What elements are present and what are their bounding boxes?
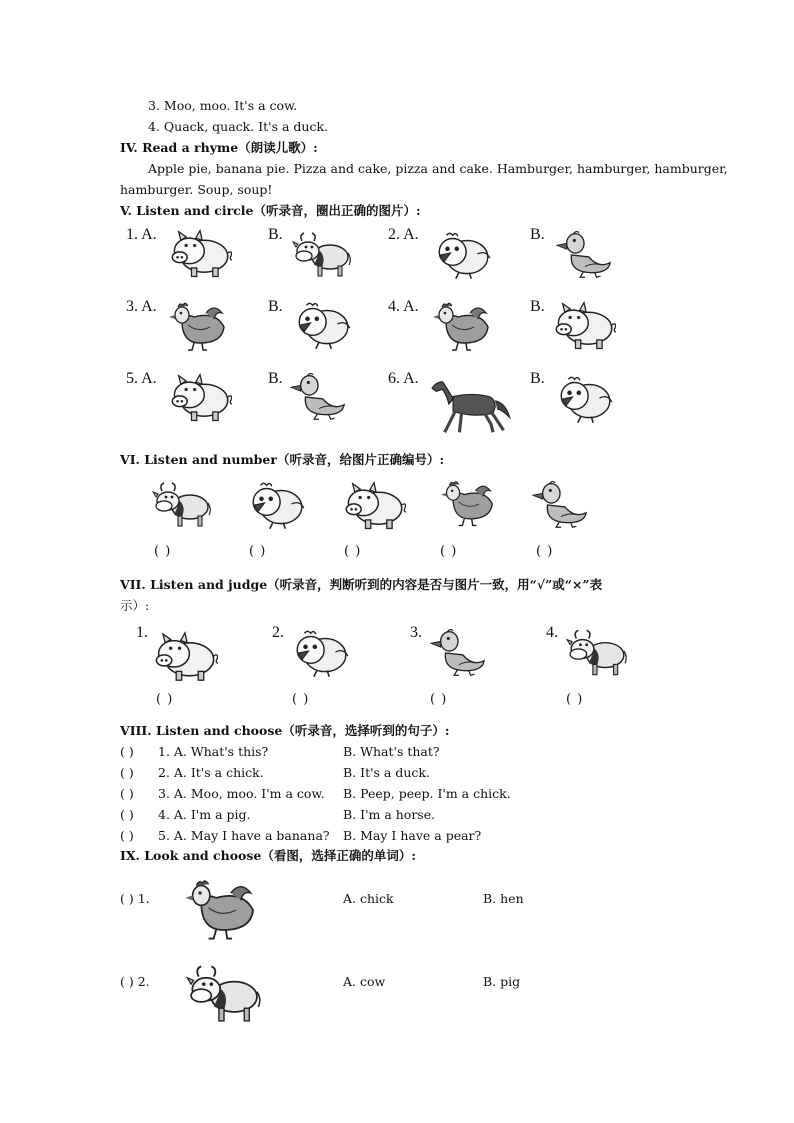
option-b: B. May I have a pear? <box>343 828 482 843</box>
duck-image <box>430 624 488 680</box>
answer-blank[interactable]: ( ) <box>292 692 310 707</box>
section-title-vii-cont: 示）: <box>120 598 150 613</box>
item-number: 2. <box>272 624 284 641</box>
rhyme-line: Apple pie, banana pie. Pizza and cake, pizza and cake. Hamburger, hamburger, hamburger, <box>148 161 728 176</box>
item-number: 1. <box>136 624 148 641</box>
option-b: B. It's a duck. <box>343 765 430 780</box>
chick-image[interactable] <box>554 372 616 426</box>
cow-image <box>566 624 628 680</box>
answer-blank[interactable]: ( ) <box>249 544 267 559</box>
chick-image <box>290 626 352 680</box>
item-number: 3. <box>410 624 422 641</box>
answer-paren[interactable]: ( ) 1. <box>120 891 150 906</box>
option-label: 3. A. <box>126 298 157 315</box>
pig-image[interactable] <box>552 298 616 352</box>
duck-image <box>532 476 590 532</box>
option-label: 2. A. <box>388 226 419 243</box>
horse-image[interactable] <box>430 372 514 438</box>
hen-image[interactable] <box>168 296 228 356</box>
pig-image[interactable] <box>168 226 232 280</box>
hen-image <box>440 474 496 532</box>
cow-image <box>152 476 212 532</box>
chick-image <box>246 478 308 532</box>
cow-image <box>186 956 262 1030</box>
option-label: 4. A. <box>388 298 419 315</box>
option-b: B. hen <box>483 891 524 906</box>
option-label: B. <box>530 298 545 315</box>
answer-blank[interactable]: ( ) <box>344 544 362 559</box>
option-a: 3. A. Moo, moo. I'm a cow. <box>158 786 325 801</box>
option-b: B. pig <box>483 974 521 989</box>
answer-blank[interactable]: ( ) <box>156 692 174 707</box>
option-label: B. <box>268 226 283 243</box>
option-label: B. <box>268 298 283 315</box>
option-b: B. What's that? <box>343 744 440 759</box>
section-title-v: V. Listen and circle（听录音，圈出正确的图片）: <box>120 203 421 218</box>
answer-blank[interactable]: ( ) <box>566 692 584 707</box>
rhyme-line: hamburger. Soup, soup! <box>120 182 273 197</box>
answer-paren[interactable]: ( ) <box>120 744 134 759</box>
pig-image <box>342 478 406 532</box>
answer-paren[interactable]: ( ) <box>120 807 134 822</box>
pig-image[interactable] <box>168 370 232 424</box>
answer-paren[interactable]: ( ) <box>120 828 134 843</box>
section-title-viii: VIII. Listen and choose（听录音，选择听到的句子）: <box>120 723 450 738</box>
hen-image[interactable] <box>432 296 492 356</box>
option-label: 6. A. <box>388 370 419 387</box>
cow-image[interactable] <box>292 228 352 280</box>
option-a: A. cow <box>343 974 386 989</box>
option-label: B. <box>530 226 545 243</box>
option-b: B. I'm a horse. <box>343 807 436 822</box>
chick-image[interactable] <box>292 298 354 352</box>
pig-image <box>152 628 218 684</box>
section-title-iv: IV. Read a rhyme（朗读儿歌）: <box>120 140 318 155</box>
chick-image[interactable] <box>432 228 494 282</box>
section-title-ix: IX. Look and choose（看图，选择正确的单词）: <box>120 848 416 863</box>
option-label: 1. A. <box>126 226 157 243</box>
answer-paren[interactable]: ( ) <box>120 765 134 780</box>
text-line: 4. Quack, quack. It's a duck. <box>148 119 329 134</box>
hen-image <box>184 872 258 946</box>
option-b: B. Peep, peep. I'm a chick. <box>343 786 511 801</box>
section-title-vi: VI. Listen and number（听录音，给图片正确编号）: <box>120 452 445 467</box>
option-a: 5. A. May I have a banana? <box>158 828 330 843</box>
duck-image[interactable] <box>290 370 348 422</box>
section-title-vii: VII. Listen and judge（听录音，判断听到的内容是否与图片一致，用“√”或“×”表 <box>120 577 603 592</box>
option-a: 4. A. I'm a pig. <box>158 807 251 822</box>
answer-blank[interactable]: ( ) <box>154 544 172 559</box>
answer-blank[interactable]: ( ) <box>536 544 554 559</box>
option-a: A. chick <box>343 891 394 906</box>
text-line: 3. Moo, moo. It's a cow. <box>148 98 298 113</box>
answer-blank[interactable]: ( ) <box>430 692 448 707</box>
option-label: B. <box>530 370 545 387</box>
duck-image[interactable] <box>556 228 614 280</box>
option-a: 2. A. It's a chick. <box>158 765 264 780</box>
option-a: 1. A. What's this? <box>158 744 269 759</box>
option-label: B. <box>268 370 283 387</box>
item-number: 4. <box>546 624 558 641</box>
option-label: 5. A. <box>126 370 157 387</box>
answer-paren[interactable]: ( ) <box>120 786 134 801</box>
answer-paren[interactable]: ( ) 2. <box>120 974 150 989</box>
answer-blank[interactable]: ( ) <box>440 544 458 559</box>
